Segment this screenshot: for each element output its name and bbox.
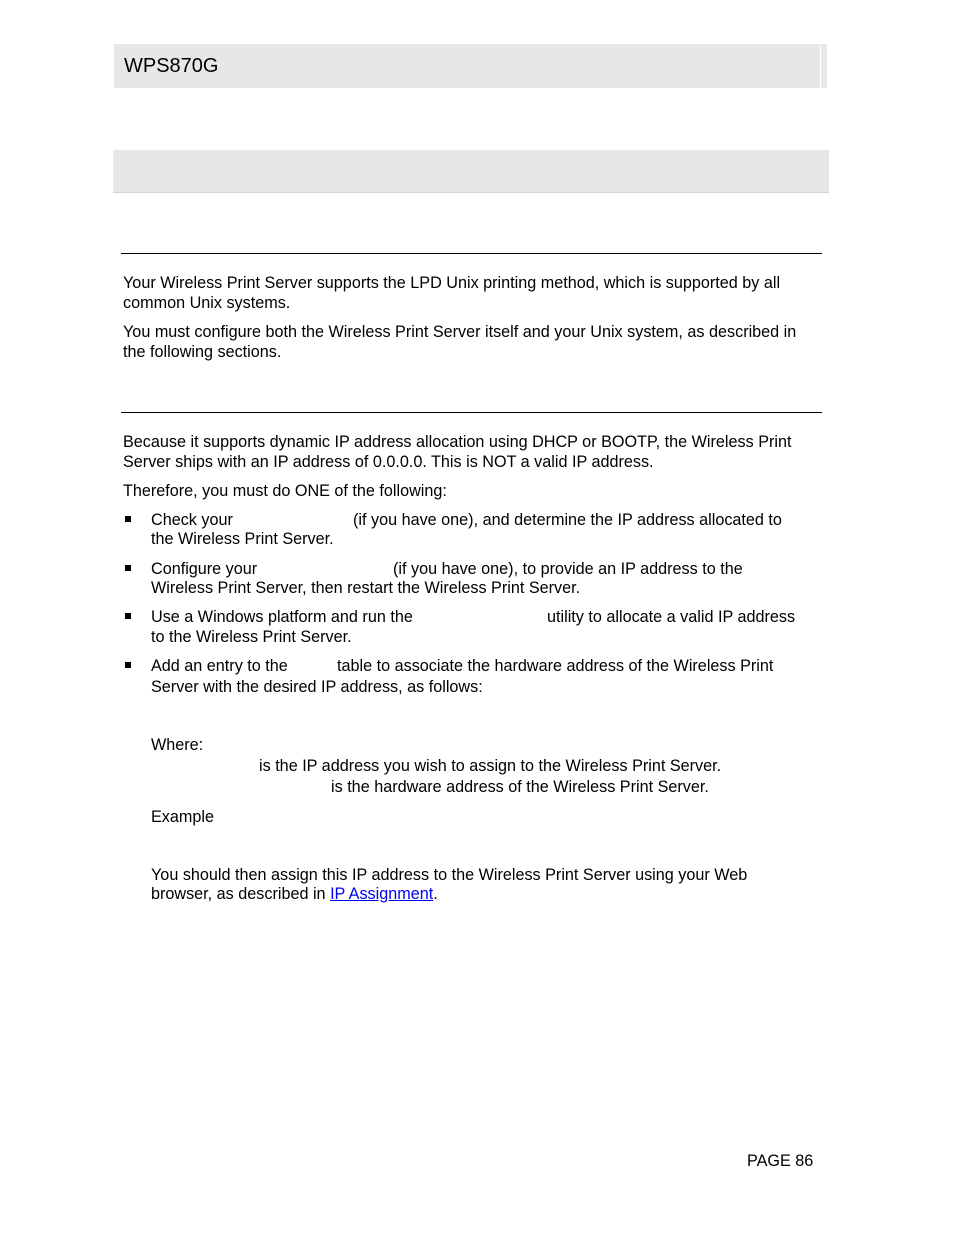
bullet-1-text-b: (if you have one), and determine the IP address allocated to bbox=[353, 511, 782, 529]
chapter-title-bar bbox=[113, 150, 829, 193]
bullet-2-text-c: Wireless Print Server, then restart the Wireless Print Server. bbox=[151, 579, 581, 597]
bullet-marker bbox=[125, 662, 131, 668]
bullet-2-text-a: Configure your bbox=[151, 560, 258, 578]
ip-assignment-link[interactable]: IP Assignment bbox=[330, 885, 434, 903]
configure-paragraph: You must configure both the Wireless Print Server itself and your Unix system, as described in the following sections. bbox=[123, 323, 797, 361]
bullet-2-text-b: (if you have one), to provide an IP address to the bbox=[393, 560, 743, 578]
running-header bbox=[114, 44, 827, 88]
dhcp-paragraph: Because it supports dynamic IP address allocation using DHCP or BOOTP, the Wireless Print Server ships with an IP address of 0.0.0.0. This is NOT a valid IP address. bbox=[123, 433, 792, 471]
bullet-4-text-b: table to associate the hardware address of the Wireless Print bbox=[337, 657, 774, 675]
final-suffix: . bbox=[433, 885, 438, 903]
bullet-1-text-a: Check your bbox=[151, 511, 233, 529]
bullet-marker bbox=[125, 613, 131, 619]
bullet-1-text-c: the Wireless Print Server. bbox=[151, 530, 334, 548]
section-rule-1 bbox=[121, 253, 822, 254]
final-paragraph-line2 bbox=[151, 884, 438, 904]
bullet-marker bbox=[125, 516, 131, 522]
final-paragraph-line1: You should then assign this IP address to the Wireless Print Server using your Web bbox=[151, 866, 748, 884]
bullet-3-text-c: to the Wireless Print Server. bbox=[151, 628, 352, 646]
where-label: Where: bbox=[151, 736, 204, 754]
bullet-4-text-c: Server with the desired IP address, as follows: bbox=[151, 678, 483, 696]
intro-paragraph: Your Wireless Print Server supports the LPD Unix printing method, which is supported by all common Unix systems. bbox=[123, 274, 781, 312]
page-number: PAGE 86 bbox=[747, 1152, 814, 1170]
where-ip-description: is the IP address you wish to assign to the Wireless Print Server. bbox=[259, 757, 722, 775]
header-title: WPS870G bbox=[124, 55, 219, 77]
bullet-4-text-a: Add an entry to the bbox=[151, 657, 288, 675]
final-prefix: browser, as described in bbox=[151, 885, 326, 903]
options-intro: Therefore, you must do ONE of the following: bbox=[123, 482, 447, 500]
where-hw-description: is the hardware address of the Wireless Print Server. bbox=[331, 778, 709, 796]
section-rule-2 bbox=[121, 412, 822, 413]
bullet-3-text-a: Use a Windows platform and run the bbox=[151, 608, 413, 626]
bullet-marker bbox=[125, 565, 131, 571]
header-edge bbox=[820, 44, 821, 88]
bullet-3-text-b: utility to allocate a valid IP address bbox=[547, 608, 796, 626]
example-label: Example bbox=[151, 808, 214, 826]
